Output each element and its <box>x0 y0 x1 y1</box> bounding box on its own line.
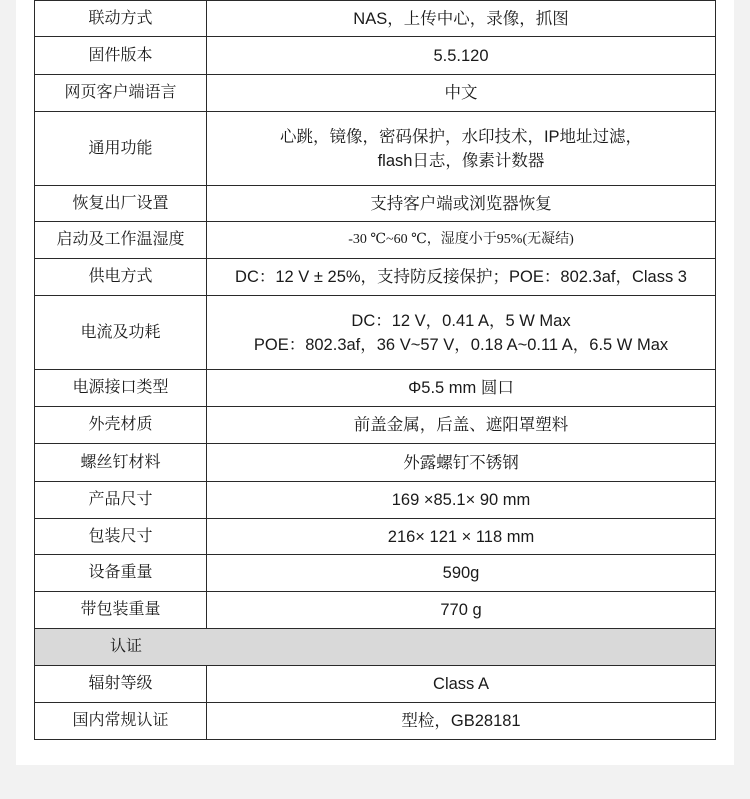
spec-label: 联动方式 <box>35 1 207 37</box>
spec-value-line: DC：12 V，0.41 A，5 W Max <box>351 311 571 330</box>
spec-row <box>35 75 716 112</box>
spec-label: 螺丝钉材料 <box>35 444 207 482</box>
spec-label: 电流及功耗 <box>35 296 207 370</box>
spec-value <box>207 703 716 740</box>
spec-value <box>207 592 716 629</box>
spec-value <box>207 555 716 592</box>
spec-value <box>207 37 716 75</box>
spec-label: 供电方式 <box>35 259 207 296</box>
spec-value <box>207 186 716 222</box>
spec-value-line: 支持客户端或浏览器恢复 <box>370 194 552 213</box>
spec-label: 恢复出厂设置 <box>35 186 207 222</box>
section-row <box>35 629 716 666</box>
spec-row <box>35 519 716 555</box>
section-header-certification: 认证 <box>35 629 716 666</box>
spec-row <box>35 37 716 75</box>
spec-label: 产品尺寸 <box>35 482 207 519</box>
spec-label: 启动及工作温湿度 <box>35 222 207 259</box>
spec-value-line: 前盖金属，后盖、遮阳罩塑料 <box>353 416 569 434</box>
spec-sheet <box>16 0 734 765</box>
spec-label: 固件版本 <box>35 37 207 75</box>
spec-value <box>207 112 716 186</box>
spec-label: 国内常规认证 <box>35 703 207 740</box>
spec-row <box>35 666 716 703</box>
spec-value <box>207 519 716 555</box>
spec-label: 辐射等级 <box>35 666 207 703</box>
spec-row <box>35 407 716 444</box>
spec-value-line: 216× 121 × 118 mm <box>387 527 535 546</box>
spec-table-body <box>35 1 716 740</box>
spec-value-line: 770 g <box>440 601 482 619</box>
spec-value-line: Φ5.5 mm 圆口 <box>408 379 514 397</box>
spec-value <box>207 407 716 444</box>
spec-table <box>34 0 716 740</box>
spec-label: 通用功能 <box>35 112 207 186</box>
spec-value-line: POE：802.3af，36 V~57 V，0.18 A~0.11 A，6.5 W Max <box>253 335 669 354</box>
spec-label: 带包装重量 <box>35 592 207 629</box>
spec-label: 包装尺寸 <box>35 519 207 555</box>
spec-value-line: -30 ℃~60 ℃，湿度小于95%(无凝结) <box>348 232 574 247</box>
spec-value-line: Class A <box>433 675 489 693</box>
spec-value <box>207 75 716 112</box>
spec-value-line: 型检，GB28181 <box>401 712 521 730</box>
spec-row <box>35 592 716 629</box>
spec-value <box>207 222 716 259</box>
spec-row <box>35 1 716 37</box>
spec-row <box>35 259 716 296</box>
spec-row <box>35 112 716 186</box>
spec-value <box>207 444 716 482</box>
spec-label: 设备重量 <box>35 555 207 592</box>
spec-label: 外壳材质 <box>35 407 207 444</box>
spec-row <box>35 482 716 519</box>
spec-value <box>207 259 716 296</box>
spec-row <box>35 296 716 370</box>
spec-value-line: 5.5.120 <box>433 46 489 65</box>
spec-row <box>35 555 716 592</box>
spec-value <box>207 1 716 37</box>
spec-label: 网页客户端语言 <box>35 75 207 112</box>
spec-value <box>207 482 716 519</box>
spec-row <box>35 370 716 407</box>
spec-value <box>207 296 716 370</box>
spec-value <box>207 370 716 407</box>
spec-value-line: DC：12 V ± 25%，支持防反接保护；POE：802.3af，Class 3 <box>235 268 687 286</box>
spec-value-line: flash日志，像素计数器 <box>377 151 545 170</box>
spec-value-line: NAS，上传中心，录像，抓图 <box>353 9 569 28</box>
spec-value-line: 外露螺钉不锈钢 <box>403 453 519 472</box>
spec-row <box>35 186 716 222</box>
spec-value-line: 心跳，镜像，密码保护，水印技术，IP地址过滤， <box>279 127 643 146</box>
spec-row <box>35 703 716 740</box>
spec-row <box>35 222 716 259</box>
spec-value-line: 169 ×85.1× 90 mm <box>391 491 531 509</box>
spec-row <box>35 444 716 482</box>
spec-value <box>207 666 716 703</box>
spec-label: 电源接口类型 <box>35 370 207 407</box>
spec-value-line: 590g <box>442 564 480 582</box>
spec-value-line: 中文 <box>444 84 478 102</box>
